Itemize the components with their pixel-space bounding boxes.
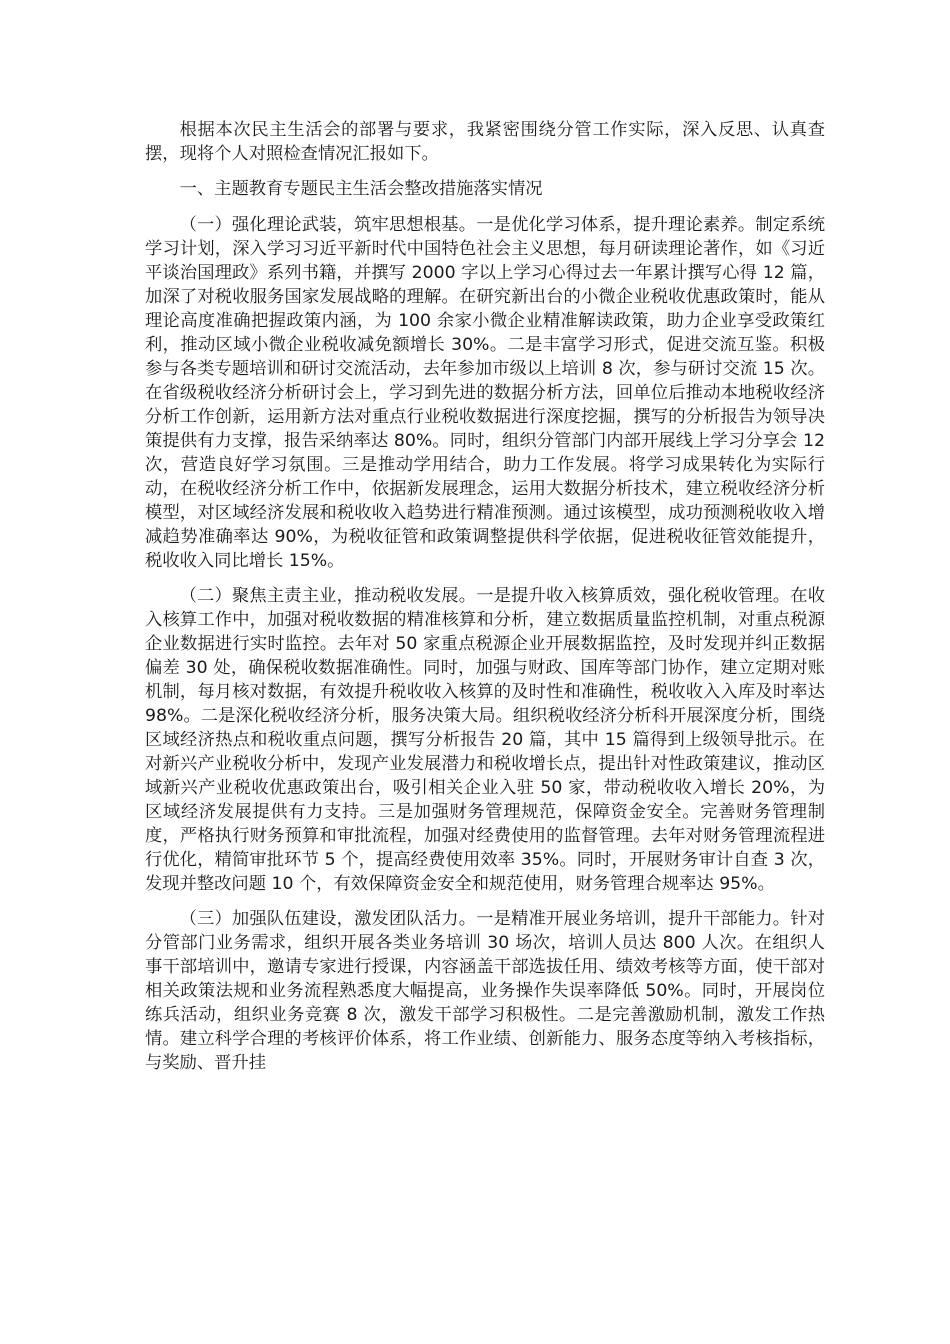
body-paragraph-2: （二）聚焦主责主业，推动税收发展。一是提升收入核算质效，强化税收管理。在收入核算工作中，加强对税收数据的精准核算和分析，建立数据质量监控机制，对重点税源企业数据进行实时监控。去年对 50 家重点税源企业开展数据监控，及时发现并纠正数据偏差 30 处，确保税收数据准确性。同时，加强与财政、国库等部门协作，建立定期对账机制，每月核对数据，有效提升税收收入核算的及时性和准确性，税收收入入库及时率达 98%。二是深化税收经济分析，服务决策大局。组织税收经济分析科开展深度分析，围绕区域经济热点和税收重点问题，撰写分析报告 20 篇，其中 15 篇得到上级领导批示。在对新兴产业税收分析中，发现产业发展潜力和税收增长点，提出针对性政策建议，推动区域新兴产业税收优惠政策出台，吸引相关企业入驻 50 家，带动税收收入增长 20%，为区域经济发展提供有力支持。三是加强财务管理规范，保障资金安全。完善财务管理制度，严格执行财务预算和审批流程，加强对经费使用的监督管理。去年对财务管理流程进行优化，精简审批环节 5 个，提高经费使用效率 35%。同时，开展财务审计自查 3 次，发现并整改问题 10 个，有效保障资金安全和规范使用，财务管理合规率达 95%。 — [145, 586, 825, 894]
body-paragraph-3: （三）加强队伍建设，激发团队活力。一是精准开展业务培训，提升干部能力。针对分管部门业务需求，组织开展各类业务培训 30 场次，培训人员达 800 人次。在组织人事干部培训中，邀请专家进行授课，内容涵盖干部选拔任用、绩效考核等方面，使干部对相关政策法规和业务流程熟悉度大幅提高，业务操作失误率降低 50%。同时，开展岗位练兵活动，组织业务竞赛 8 次，激发干部学习积极性。二是完善激励机制，激发工作热情。建立科学合理的考核评价体系，将工作业绩、创新能力、服务态度等纳入考核指标，与奖励、晋升挂 — [145, 909, 825, 1073]
section-heading: 一、主题教育专题民主生活会整改措施落实情况 — [179, 179, 543, 199]
intro-paragraph: 根据本次民主生活会的部署与要求，我紧密围绕分管工作实际，深入反思、认真查摆，现将个人对照检查情况汇报如下。 — [145, 120, 825, 164]
document-page — [145, 118, 825, 1086]
body-paragraph-1: （一）强化理论武装，筑牢思想根基。一是优化学习体系，提升理论素养。制定系统学习计划，深入学习习近平新时代中国特色社会主义思想，每月研读理论著作，如《习近平谈治国理政》系列书籍，并撰写 2000 字以上学习心得过去一年累计撰写心得 12 篇，加深了对税收服务国家发展战略的理解。在研究新出台的小微企业税收优惠政策时，能从理论高度准确把握政策内涵，为 100 余家小微企业精准解读政策，助力企业享受政策红利，推动区域小微企业税收减免额增长 30%。二是丰富学习形式，促进交流互鉴。积极参与各类专题培训和研讨交流活动，去年参加市级以上培训 8 次，参与研讨交流 15 次。在省级税收经济分析研讨会上，学习到先进的数据分析方法，回单位后推动本地税收经济分析工作创新，运用新方法对重点行业税收数据进行深度挖掘，撰写的分析报告为领导决策提供有力支撑，报告采纳率达 80%。同时，组织分管部门内部开展线上学习分享会 12 次，营造良好学习氛围。三是推动学用结合，助力工作发展。将学习成果转化为实际行动，在税收经济分析工作中，依据新发展理念，运用大数据分析技术，建立税收经济分析模型，对区域经济发展和税收收入趋势进行精准预测。通过该模型，成功预测税收收入增减趋势准确率达 90%，为税收征管和政策调整提供科学依据，促进税收征管效能提升，税收收入同比增长 15%。 — [145, 215, 825, 571]
